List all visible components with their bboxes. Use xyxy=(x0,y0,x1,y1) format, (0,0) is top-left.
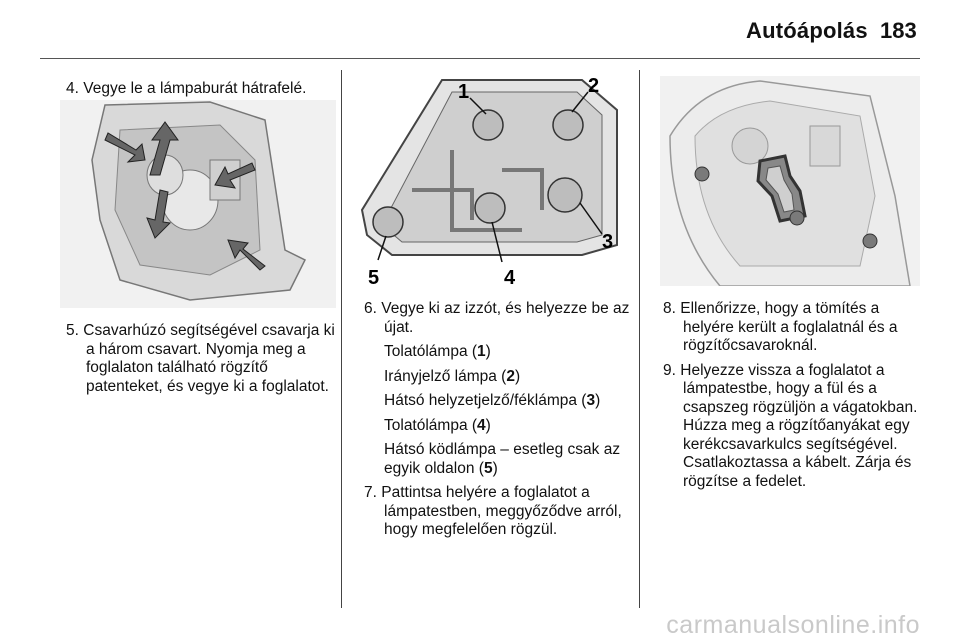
step-number: 5. xyxy=(66,322,79,339)
step-8 xyxy=(663,300,925,356)
step-text: Vegye le a lámpaburát hátrafelé. xyxy=(83,80,307,97)
column-3-text xyxy=(663,300,925,497)
step-number: 6. xyxy=(364,300,377,317)
step-number: 4. xyxy=(66,80,79,97)
step-6 xyxy=(364,300,632,337)
step-number: 9. xyxy=(663,361,676,379)
bulb-item-1: Tolatólámpa (1) xyxy=(384,343,491,360)
watermark: carmanualsonline.info xyxy=(666,611,920,639)
step-number: 7. xyxy=(364,484,377,501)
step-text: Helyezze vissza a foglalatot a lámpatestbe, hogy a fül és a csapszeg rögzüljön a vágatokban. Húzza meg a rögzítőanyákat egy kerékcsavarkulcs segítségével. Csatlakoztassa a kábelt. Zárja és rögzítse a fedelet. xyxy=(680,361,918,490)
step-text: Vegye ki az izzót, és helyezze be az újat. xyxy=(381,300,630,336)
section-title: Autóápolás xyxy=(746,18,868,43)
step-7 xyxy=(364,484,632,540)
step-5 xyxy=(66,322,336,402)
callout-label-2: 2 xyxy=(588,75,600,97)
lamp-cover-figure xyxy=(60,100,336,308)
bulb-item-4: Tolatólámpa (4) xyxy=(384,416,491,434)
step-text: Ellenőrizze, hogy a tömítés a helyére került a foglalatnál és a rögzítőcsavaroknál. xyxy=(680,300,898,354)
bulb-item-3: Hátsó helyzetjelző/féklámpa (3) xyxy=(384,392,601,409)
bulb-holder-figure xyxy=(352,70,628,290)
header-divider xyxy=(40,58,920,59)
step-9 xyxy=(663,362,925,492)
step-text: Csavarhúzó segítségével csavarja ki a három csavart. Nyomja meg a foglalaton található rögzítő patenteket, és vegye ki a foglalatot. xyxy=(83,322,335,395)
page-number: 183 xyxy=(880,18,917,43)
callout-label-3: 3 xyxy=(602,231,614,253)
step-text: Pattintsa helyére a foglalatot a lámpatestben, meggyőződve arról, hogy megfelelően rögzül. xyxy=(381,484,622,538)
callout-label-4: 4 xyxy=(504,267,516,289)
callout-label-1: 1 xyxy=(458,81,470,103)
column-2-text xyxy=(364,300,632,546)
column-divider-2 xyxy=(639,70,640,608)
bulb-holder-illustration xyxy=(352,70,628,290)
callout-label-5: 5 xyxy=(368,267,380,289)
lamp-cover-illustration xyxy=(60,100,336,308)
bulb-item-5: Hátsó ködlámpa – esetleg csak az egyik oldalon (5) xyxy=(384,441,621,477)
step-number: 8. xyxy=(663,300,676,317)
column-divider-1 xyxy=(341,70,342,608)
bulb-item-2: Irányjelző lámpa (2) xyxy=(384,367,521,385)
lamp-assembly-figure xyxy=(660,76,920,286)
lamp-assembly-illustration xyxy=(660,76,920,286)
